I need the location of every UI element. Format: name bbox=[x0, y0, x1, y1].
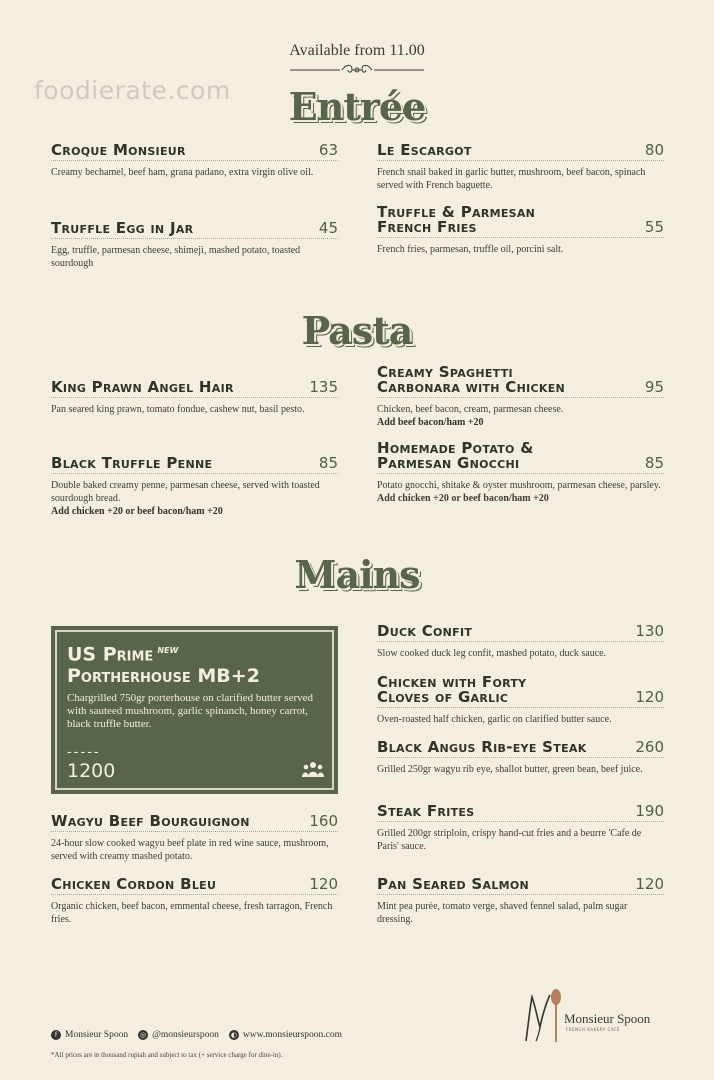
item-desc: Chicken, beef bacon, cream, parmesan cheese. bbox=[377, 404, 564, 415]
item-desc: French fries, parmesan, truffle oil, porcini salt. bbox=[377, 244, 564, 255]
item-name: Truffle Egg in Jar bbox=[51, 219, 194, 237]
feature-price: 1200 bbox=[67, 760, 116, 782]
instagram-link[interactable]: ◎ @monsieurspoon bbox=[140, 1030, 219, 1040]
item-name: Le Escargot bbox=[377, 141, 472, 159]
menu-item-duck-confit bbox=[377, 624, 664, 660]
item-price: 95 bbox=[644, 378, 664, 396]
menu-item-wagyu-bourguignon bbox=[51, 814, 338, 863]
brand-logo bbox=[520, 985, 680, 1045]
item-name: Chicken with Forty Cloves of Garlic bbox=[377, 673, 527, 706]
item-desc: Egg, truffle, parmesan cheese, shimeji, mashed potato, toasted sourdough bbox=[51, 245, 301, 269]
item-price: 85 bbox=[644, 454, 664, 472]
menu-item-cordon-bleu bbox=[51, 877, 338, 926]
menu-item-steak-frites bbox=[377, 804, 664, 853]
item-price: 63 bbox=[318, 141, 338, 159]
item-price: 160 bbox=[309, 812, 338, 830]
feature-desc: Chargrilled 750gr porterhouse on clarified butter served with sauteed mushroom, garlic spinanch, honey carrot, black truffle butter. bbox=[67, 692, 313, 730]
new-badge: NEW bbox=[157, 646, 179, 655]
feature-divider: ----- bbox=[67, 744, 101, 760]
item-desc: Slow cooked duck leg confit, mashed potato, duck sauce. bbox=[377, 648, 607, 659]
menu-item-truffle-penne bbox=[51, 456, 338, 518]
menu-item-truffle-fries bbox=[377, 205, 664, 256]
item-desc: Pan seared king prawn, tomato fondue, cashew nut, basil pesto. bbox=[51, 404, 305, 415]
menu-item-carbonara bbox=[377, 365, 664, 429]
brand-name: Monsieur Spoon bbox=[564, 1011, 651, 1026]
price-footnote: *All prices are in thousand rupiah and subject to tax (+ service charge for dine-in). bbox=[51, 1051, 283, 1059]
flourish-divider-icon bbox=[290, 63, 424, 77]
menu-item-gnocchi bbox=[377, 441, 664, 505]
item-addon: Add beef bacon/ham +20 bbox=[377, 417, 484, 428]
brand-tagline: FRENCH BAKERY CAFE bbox=[566, 1027, 620, 1032]
item-price: 120 bbox=[635, 875, 664, 893]
item-name: Truffle & Parmesan French Fries bbox=[377, 203, 536, 236]
instagram-icon: ◎ bbox=[140, 1031, 147, 1039]
feature-title: US Prime $^{NEW}$ Portherhouse MB+2 bbox=[67, 643, 260, 688]
item-name: Croque Monsieur bbox=[51, 141, 186, 159]
section-title-mains: Mains bbox=[294, 552, 420, 597]
menu-item-le-escargot bbox=[377, 143, 664, 192]
website-link[interactable]: ◐ www.monsieurspoon.com bbox=[230, 1030, 343, 1040]
item-desc: 24-hour slow cooked wagyu beef plate in red wine sauce, mushroom, served with creamy mashed potato. bbox=[51, 838, 329, 862]
item-desc: Mint pea purée, tomato verge, shaved fennel salad, palm sugar dressing. bbox=[377, 901, 628, 925]
item-desc: Organic chicken, beef bacon, emmental cheese, fresh tarragon, French fries. bbox=[51, 901, 333, 925]
item-name: Black Angus Rib-eye Steak bbox=[377, 738, 587, 756]
menu-item-ribeye bbox=[377, 740, 664, 776]
facebook-icon: f bbox=[51, 1030, 61, 1040]
menu-item-croque-monsieur bbox=[51, 143, 338, 179]
item-name: Chicken Cordon Bleu bbox=[51, 875, 217, 893]
item-desc: Grilled 250gr wagyu rib eye, shallot butter, green bean, beef juice. bbox=[377, 764, 643, 775]
item-price: 55 bbox=[644, 218, 664, 236]
item-price: 130 bbox=[635, 622, 664, 640]
menu-item-truffle-egg bbox=[51, 221, 338, 270]
availability-text: Available from 11.00 bbox=[289, 42, 425, 59]
group-icon bbox=[302, 761, 324, 777]
menu-item-king-prawn bbox=[51, 380, 338, 416]
item-desc: Grilled 200gr striploin, crispy hand-cut fries and a beurre 'Cafe de Paris' sauce. bbox=[377, 828, 642, 852]
globe-icon: ◐ bbox=[230, 1031, 237, 1039]
item-name: Creamy Spaghetti Carbonara with Chicken bbox=[377, 363, 566, 396]
item-name: King Prawn Angel Hair bbox=[51, 378, 234, 396]
item-desc: Creamy bechamel, beef ham, grana padano, extra virgin olive oil. bbox=[51, 167, 314, 178]
item-name: Steak Frites bbox=[377, 802, 475, 820]
item-name: Wagyu Beef Bourguignon bbox=[51, 812, 250, 830]
item-addon: Add chicken +20 or beef bacon/ham +20 bbox=[377, 493, 549, 504]
menu-item-salmon bbox=[377, 877, 664, 926]
item-price: 120 bbox=[309, 875, 338, 893]
item-price: 85 bbox=[318, 454, 338, 472]
item-name: Black Truffle Penne bbox=[51, 454, 213, 472]
section-title-pasta: Pasta bbox=[301, 308, 413, 353]
item-desc: Oven-roasted half chicken, garlic on clarified butter sauce. bbox=[377, 714, 612, 725]
item-desc: Double baked creamy penne, parmesan cheese, served with toasted sourdough bread. bbox=[51, 480, 320, 504]
item-price: 120 bbox=[635, 688, 664, 706]
item-price: 45 bbox=[318, 219, 338, 237]
featured-item-porterhouse bbox=[51, 626, 338, 794]
item-price: 135 bbox=[309, 378, 338, 396]
section-title-entree: Entrée bbox=[288, 84, 426, 129]
item-name: Homemade Potato & Parmesan Gnocchi bbox=[377, 439, 534, 472]
item-desc: Potato gnocchi, shitake & oyster mushroom, parmesan cheese, parsley. Add chicken +20 or beef bacon/ham +20 bbox=[377, 480, 661, 504]
menu-item-chicken-garlic bbox=[377, 675, 664, 726]
item-price: 80 bbox=[644, 141, 664, 159]
facebook-link[interactable]: f Monsieur Spoon bbox=[51, 1030, 128, 1040]
spoon-m-logo-icon bbox=[522, 987, 564, 1045]
watermark: foodierate.com bbox=[34, 76, 231, 105]
item-price: 190 bbox=[635, 802, 664, 820]
item-desc: French snail baked in garlic butter, mushroom, beef bacon, spinach served with French baguette. bbox=[377, 167, 646, 191]
item-price: 260 bbox=[635, 738, 664, 756]
item-name: Duck Confit bbox=[377, 622, 473, 640]
social-links bbox=[51, 1030, 342, 1040]
item-addon: Add chicken +20 or beef bacon/ham +20 bbox=[51, 506, 223, 517]
item-name: Pan Seared Salmon bbox=[377, 875, 530, 893]
